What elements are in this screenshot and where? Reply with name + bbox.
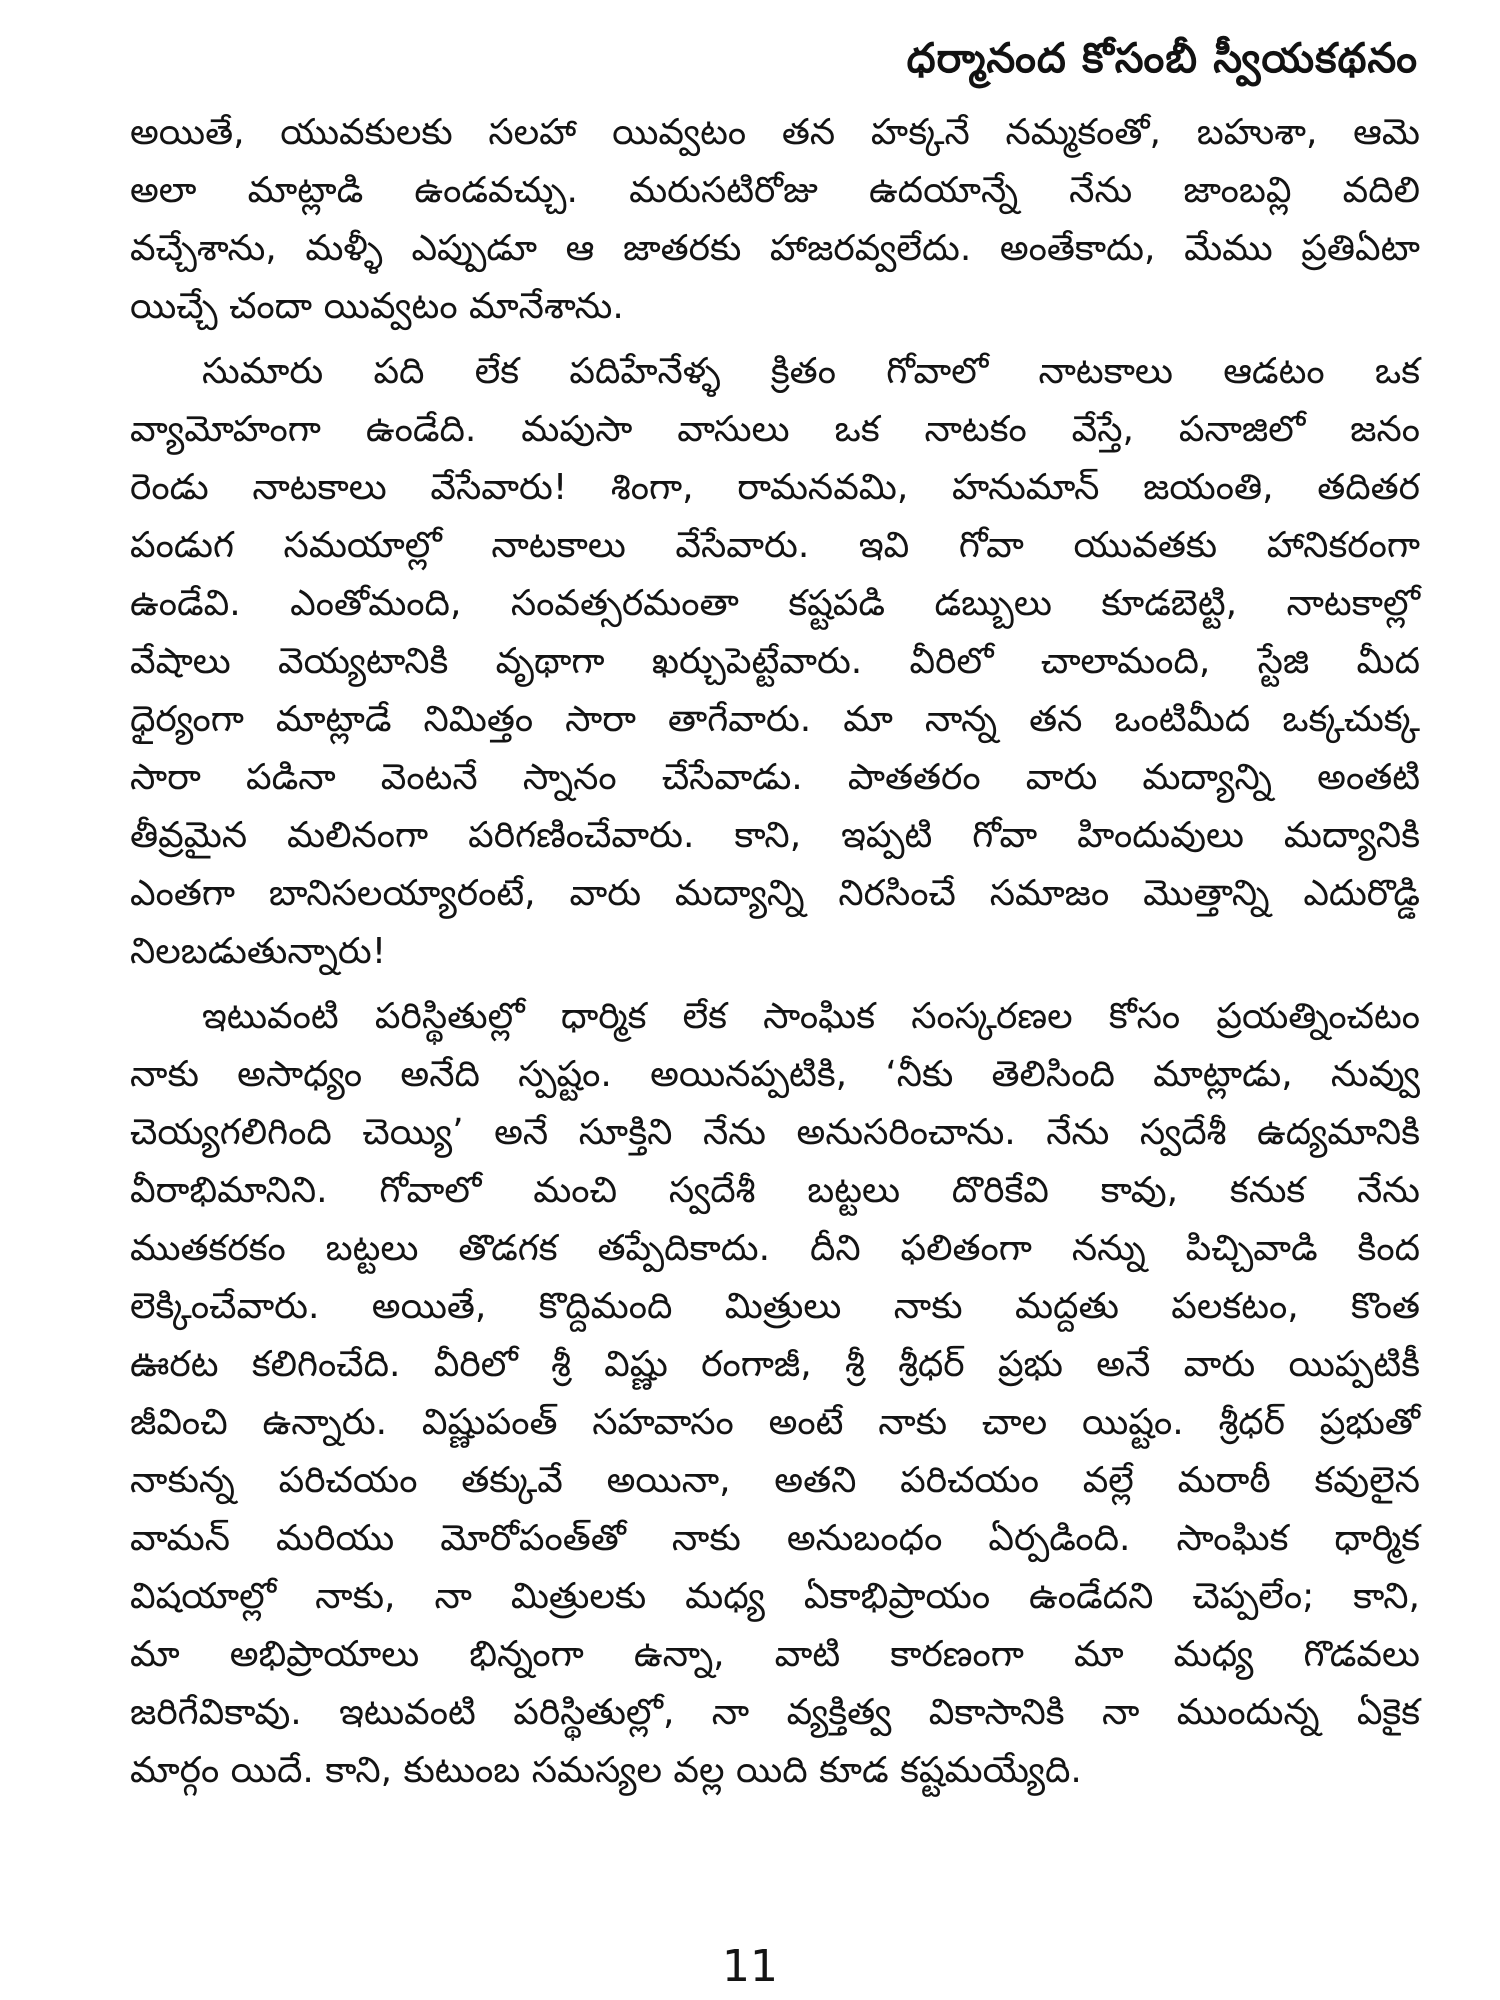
paragraph: [130, 988, 1420, 1800]
page-footer: [0, 1941, 1500, 1992]
text-line: విషయాల్లో నాకు, నా మిత్రులకు మధ్య ఏకాభిప్రాయం ఉండేదని చెప్పలేం; కాని,: [130, 1576, 1420, 1617]
page-number: 11: [722, 1941, 778, 1992]
text-line: అలా మాట్లాడి ఉండవచ్చు. మరుసటిరోజు ఉదయాన్నే నేను జాంబవ్లి వదిలి: [130, 170, 1421, 211]
text-line: సుమారు పది లేక పదిహేనేళ్ళ క్రితం గోవాలో నాటకాలు ఆడటం ఒక: [202, 351, 1420, 392]
text-line: వచ్చేశాను, మళ్ళీ ఎప్పుడూ ఆ జాతరకు హాజరవ్వలేదు. అంతేకాదు, మేము ప్రతిఏటా: [130, 228, 1420, 269]
text-line: చెయ్యగలిగింది చెయ్యి’ అనే సూక్తిని నేను అనుసరించాను. నేను స్వదేశీ ఉద్యమానికి: [130, 1112, 1420, 1153]
text-line: వ్యామోహంగా ఉండేది. మపుసా వాసులు ఒక నాటకం వేస్తే, పనాజిలో జనం: [130, 409, 1420, 450]
text-line: ఉండేవి. ఎంతోమంది, సంవత్సరమంతా కష్టపడి డబ్బులు కూడబెట్టి, నాటకాల్లో: [130, 583, 1420, 624]
text-line: వామన్ మరియు మోరోపంత్‌తో నాకు అనుబంధం ఏర్పడింది. సాంఘిక ధార్మిక: [130, 1518, 1420, 1559]
text-line: నాకు అసాధ్యం అనేది స్పష్టం. అయినప్పటికి, ‘నీకు తెలిసింది మాట్లాడు, నువ్వు: [130, 1054, 1420, 1095]
text-line: లెక్కించేవారు. అయితే, కొద్దిమంది మిత్రులు నాకు మద్దతు పలకటం, కొంత: [130, 1286, 1420, 1327]
text-line: ఊరట కలిగించేది. వీరిలో శ్రీ విష్ణు రంగాజీ, శ్రీ శ్రీధర్ ప్రభు అనే వారు యిప్పటికీ: [130, 1344, 1420, 1385]
text-line: జరిగేవికావు. ఇటువంటి పరిస్థితుల్లో, నా వ్యక్తిత్వ వికాసానికి నా ముందున్న ఏకైక: [130, 1692, 1420, 1733]
text-line: మా అభిప్రాయాలు భిన్నంగా ఉన్నా, వాటి కారణంగా మా మధ్య గొడవలు: [130, 1634, 1420, 1675]
book-title: ధర్మానంద కోసంబీ స్వీయకథనం: [906, 34, 1418, 82]
text-line: వీరాభిమానిని. గోవాలో మంచి స్వదేశీ బట్టలు దొరికేవి కావు, కనుక నేను: [130, 1170, 1420, 1211]
text-line: మార్గం యిదే. కాని, కుటుంబ సమస్యల వల్ల యిది కూడ కష్టమయ్యేది.: [130, 1750, 1082, 1791]
text-line: ఎంతగా బానిసలయ్యారంటే, వారు మద్యాన్ని నిరసించే సమాజం మొత్తాన్ని ఎదురొడ్డి: [130, 873, 1420, 914]
text-line: వేషాలు వెయ్యటానికి వృథాగా ఖర్చుపెట్టేవారు. వీరిలో చాలామంది, స్టేజి మీద: [130, 641, 1420, 682]
paragraph: [130, 343, 1420, 981]
text-line: నాకున్న పరిచయం తక్కువే అయినా, అతని పరిచయం వల్లే మరాఠీ కవులైన: [130, 1460, 1420, 1501]
text-line: రెండు నాటకాలు వేసేవారు! శింగా, రామనవమి, హనుమాన్ జయంతి, తదితర: [130, 467, 1420, 508]
body-text: [130, 104, 1420, 1800]
text-line: నిలబడుతున్నారు!: [130, 931, 387, 972]
text-line: ఇటువంటి పరిస్థితుల్లో ధార్మిక లేక సాంఘిక సంస్కరణల కోసం ప్రయత్నించటం: [202, 996, 1420, 1037]
text-line: తీవ్రమైన మలినంగా పరిగణించేవారు. కాని, ఇప్పటి గోవా హిందువులు మద్యానికి: [130, 815, 1420, 856]
text-line: సారా పడినా వెంటనే స్నానం చేసేవాడు. పాతతరం వారు మద్యాన్ని అంతటి: [130, 757, 1420, 798]
text-line: యిచ్చే చందా యివ్వటం మానేశాను.: [130, 286, 624, 327]
page-header: [130, 34, 1418, 92]
text-line: ముతకరకం బట్టలు తొడగక తప్పేదికాదు. దీని ఫలితంగా నన్ను పిచ్చివాడి కింద: [130, 1228, 1420, 1269]
text-line: అయితే, యువకులకు సలహా యివ్వటం తన హక్కనే నమ్మకంతో, బహుశా, ఆమె: [130, 112, 1420, 153]
paragraph: [130, 104, 1420, 336]
text-line: పండుగ సమయాల్లో నాటకాలు వేసేవారు. ఇవి గోవా యువతకు హానికరంగా: [130, 525, 1420, 566]
text-line: జీవించి ఉన్నారు. విష్ణుపంత్ సహవాసం అంటే నాకు చాల యిష్టం. శ్రీధర్ ప్రభుతో: [130, 1402, 1420, 1443]
text-line: ధైర్యంగా మాట్లాడే నిమిత్తం సారా తాగేవారు. మా నాన్న తన ఒంటిమీద ఒక్కచుక్క: [130, 699, 1420, 740]
